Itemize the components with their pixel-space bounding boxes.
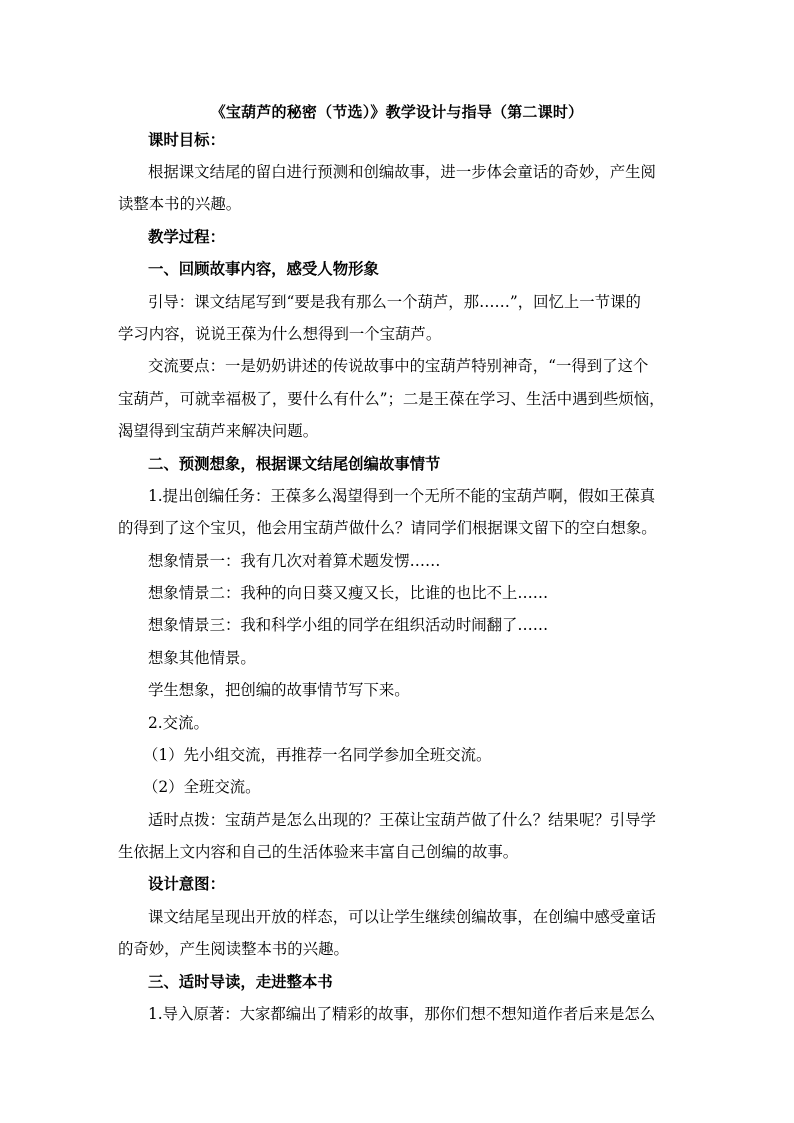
heading-process: 教学过程： (148, 228, 225, 246)
paragraph-line: （1）先小组交流，再推荐一名同学参加全班交流。 (143, 746, 492, 764)
section-heading-1: 一、回顾故事内容，感受人物形象 (148, 260, 379, 278)
heading-design-intent: 设计意图： (148, 875, 225, 893)
heading-objectives: 课时目标： (148, 131, 225, 149)
paragraph-line: 学习内容，说说王葆为什么想得到一个宝葫芦。 (118, 325, 442, 343)
section-heading-2: 二、预测想象，根据课文结尾创编故事情节 (148, 455, 441, 473)
paragraph-line: 渴望得到宝葫芦来解决问题。 (118, 422, 319, 440)
section-heading-3: 三、适时导读，走进整本书 (148, 973, 333, 991)
scenario-line: 想象情景三：我和科学小组的同学在组织活动时闹翻了…… (148, 616, 549, 634)
paragraph-line: 根据课文结尾的留白进行预测和创编故事，进一步体会童话的奇妙，产生阅 (148, 163, 656, 181)
paragraph-line: 学生想象，把创编的故事情节写下来。 (148, 681, 410, 699)
paragraph-line: 2.交流。 (148, 714, 209, 732)
paragraph-line: 生依据上文内容和自己的生活体验来丰富自己创编的故事。 (118, 843, 519, 861)
paragraph-line: 的得到了这个宝贝，他会用宝葫芦做什么？请同学们根据课文留下的空白想象。 (118, 519, 657, 537)
paragraph-line: 宝葫芦，可就幸福极了，要什么有什么”；二是王葆在学习、生活中遇到些烦恼， (118, 390, 665, 408)
paragraph-line: （2）全班交流。 (143, 778, 261, 796)
paragraph-line: 适时点拨：宝葫芦是怎么出现的？王葆让宝葫芦做了什么？结果呢？引导学 (148, 811, 656, 829)
paragraph-line: 1.提出创编任务：王葆多么渴望得到一个无所不能的宝葫芦啊，假如王葆真 (148, 487, 656, 505)
paragraph-line: 引导：课文结尾写到“要是我有那么一个葫芦，那……”，回忆上一节课的 (148, 293, 641, 311)
paragraph-line: 的奇妙，产生阅读整本书的兴趣。 (118, 940, 349, 958)
scenario-line: 想象情景一：我有几次对着算术题发愣…… (148, 552, 441, 570)
scenario-line: 想象情景二：我种的向日葵又瘦又长，比谁的也比不上…… (148, 584, 549, 602)
paragraph-line: 课文结尾呈现出开放的样态，可以让学生继续创编故事，在创编中感受童话 (148, 908, 656, 926)
document-title: 《宝葫芦的秘密（节选）》教学设计与指导（第二课时） (210, 103, 584, 121)
paragraph-line: 交流要点：一是奶奶讲述的传说故事中的宝葫芦特别神奇，“一得到了这个 (148, 357, 649, 375)
paragraph-line: 想象其他情景。 (148, 649, 256, 667)
paragraph-line: 1.导入原著：大家都编出了精彩的故事，那你们想不想知道作者后来是怎么 (148, 1005, 656, 1023)
paragraph-line: 读整本书的兴趣。 (118, 195, 242, 213)
